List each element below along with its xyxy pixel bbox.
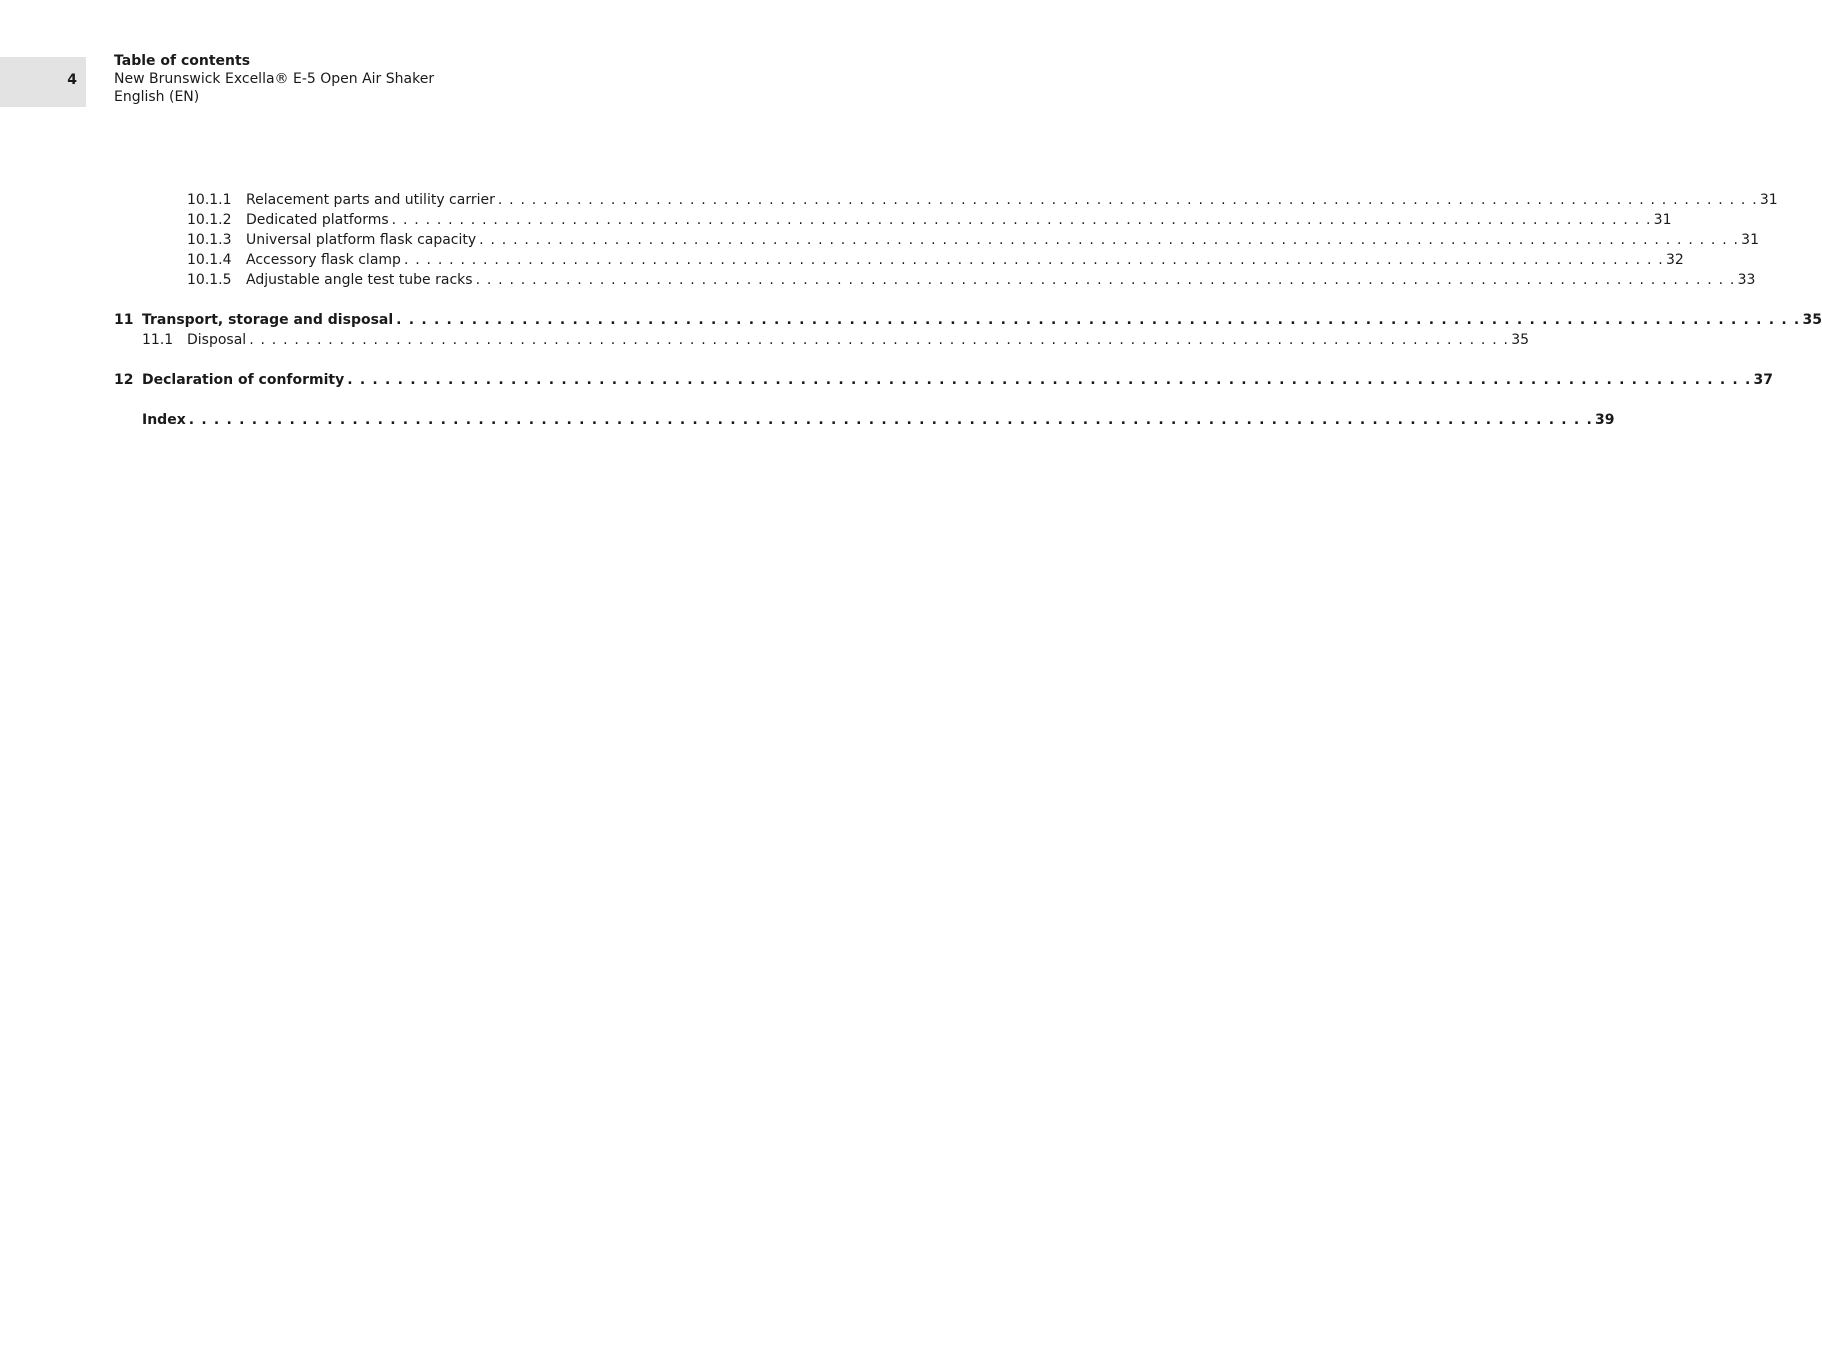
toc-chapter-entry[interactable] <box>114 370 1774 390</box>
toc-entry-title: Declaration of conformity <box>142 372 345 388</box>
toc-entry[interactable] <box>114 250 1684 270</box>
header-title: Table of contents <box>114 53 251 69</box>
toc-entry-title: Disposal <box>187 332 247 348</box>
toc-entry-number: 10.1.4 <box>187 252 232 268</box>
header-subtitle: New Brunswick Excella® E-5 Open Air Shaker <box>114 71 435 87</box>
toc-entry-number: 11.1 <box>142 332 174 348</box>
table-of-contents <box>114 190 1822 430</box>
toc-entry-title: Index <box>142 412 186 428</box>
toc-entry[interactable] <box>114 230 1759 250</box>
dot-leader: . . . . . . . . . . . . . . . . . . . . . . . . . . . . . . . . . . . . . . . . . . . . . . . . . . . . . . . . . . . . . . . . . . . . . . . . . . . . . . . . . . . . . . . . . . . . . . . . . . . . . . . . . . . . . . . . <box>497 192 1758 208</box>
toc-index-entry[interactable] <box>114 410 1615 430</box>
page-number: 4 <box>67 72 77 88</box>
toc-entry-number: 10.1.2 <box>187 212 232 228</box>
toc-entry-page: 35 <box>1511 332 1530 348</box>
toc-entry-number: 11 <box>114 312 134 328</box>
toc-entry[interactable] <box>114 210 1672 230</box>
toc-entry-page: 31 <box>1741 232 1759 248</box>
toc-entry-number: 10.1.5 <box>187 272 232 288</box>
toc-entry-page: 37 <box>1753 372 1774 388</box>
toc-entry-page: 31 <box>1759 192 1778 208</box>
dot-leader: . . . . . . . . . . . . . . . . . . . . . . . . . . . . . . . . . . . . . . . . . . . . . . . . . . . . . . . . . . . . . . . . . . . . . . . . . . . . . . . . . . . . . . . . . . . . . . . . . . . . . . . . . . . . . . . . <box>347 372 1752 388</box>
toc-entry-number: 10.1.1 <box>187 192 232 208</box>
toc-entry-title: Accessory flask clamp <box>246 252 401 268</box>
dot-leader: . . . . . . . . . . . . . . . . . . . . . . . . . . . . . . . . . . . . . . . . . . . . . . . . . . . . . . . . . . . . . . . . . . . . . . . . . . . . . . . . . . . . . . . . . . . . . . . . . . . . . . . . . . . . . . . . <box>391 212 1652 228</box>
toc-entry-title: Dedicated platforms <box>246 212 389 228</box>
dot-leader: . . . . . . . . . . . . . . . . . . . . . . . . . . . . . . . . . . . . . . . . . . . . . . . . . . . . . . . . . . . . . . . . . . . . . . . . . . . . . . . . . . . . . . . . . . . . . . . . . . . . . . . . . . . . . . . . <box>396 312 1801 328</box>
page-number-tab <box>0 57 86 107</box>
dot-leader: . . . . . . . . . . . . . . . . . . . . . . . . . . . . . . . . . . . . . . . . . . . . . . . . . . . . . . . . . . . . . . . . . . . . . . . . . . . . . . . . . . . . . . . . . . . . . . . . . . . . . . . . . . . . . . . . <box>188 412 1594 428</box>
dot-leader: . . . . . . . . . . . . . . . . . . . . . . . . . . . . . . . . . . . . . . . . . . . . . . . . . . . . . . . . . . . . . . . . . . . . . . . . . . . . . . . . . . . . . . . . . . . . . . . . . . . . . . . . . . . . . . . . <box>403 252 1664 268</box>
toc-entry-title: Adjustable angle test tube racks <box>246 272 473 288</box>
toc-entry-page: 32 <box>1665 252 1684 268</box>
dot-leader: . . . . . . . . . . . . . . . . . . . . . . . . . . . . . . . . . . . . . . . . . . . . . . . . . . . . . . . . . . . . . . . . . . . . . . . . . . . . . . . . . . . . . . . . . . . . . . . . . . . . . . . . . . . . . . . . <box>479 232 1740 248</box>
dot-leader: . . . . . . . . . . . . . . . . . . . . . . . . . . . . . . . . . . . . . . . . . . . . . . . . . . . . . . . . . . . . . . . . . . . . . . . . . . . . . . . . . . . . . . . . . . . . . . . . . . . . . . . . . . . . . . . . <box>475 272 1736 288</box>
toc-entry-number: 12 <box>114 372 134 388</box>
document-header <box>114 52 434 106</box>
toc-entry-page: 31 <box>1653 212 1672 228</box>
header-language: English (EN) <box>114 89 200 105</box>
toc-entry[interactable] <box>114 190 1778 210</box>
toc-entry-title: Transport, storage and disposal <box>142 312 394 328</box>
toc-entry[interactable] <box>114 330 1530 350</box>
toc-entry-page: 39 <box>1595 412 1615 428</box>
toc-entry-title: Relacement parts and utility carrier <box>246 192 495 208</box>
toc-entry-page: 33 <box>1737 272 1756 288</box>
toc-entry-title: Universal platform flask capacity <box>246 232 477 248</box>
toc-entry-number: 10.1.3 <box>187 232 232 248</box>
toc-entry[interactable] <box>114 270 1756 290</box>
dot-leader: . . . . . . . . . . . . . . . . . . . . . . . . . . . . . . . . . . . . . . . . . . . . . . . . . . . . . . . . . . . . . . . . . . . . . . . . . . . . . . . . . . . . . . . . . . . . . . . . . . . . . . . . . . . . . . . . <box>249 332 1510 348</box>
toc-chapter-entry[interactable] <box>114 310 1822 330</box>
toc-entry-page: 35 <box>1802 312 1822 328</box>
